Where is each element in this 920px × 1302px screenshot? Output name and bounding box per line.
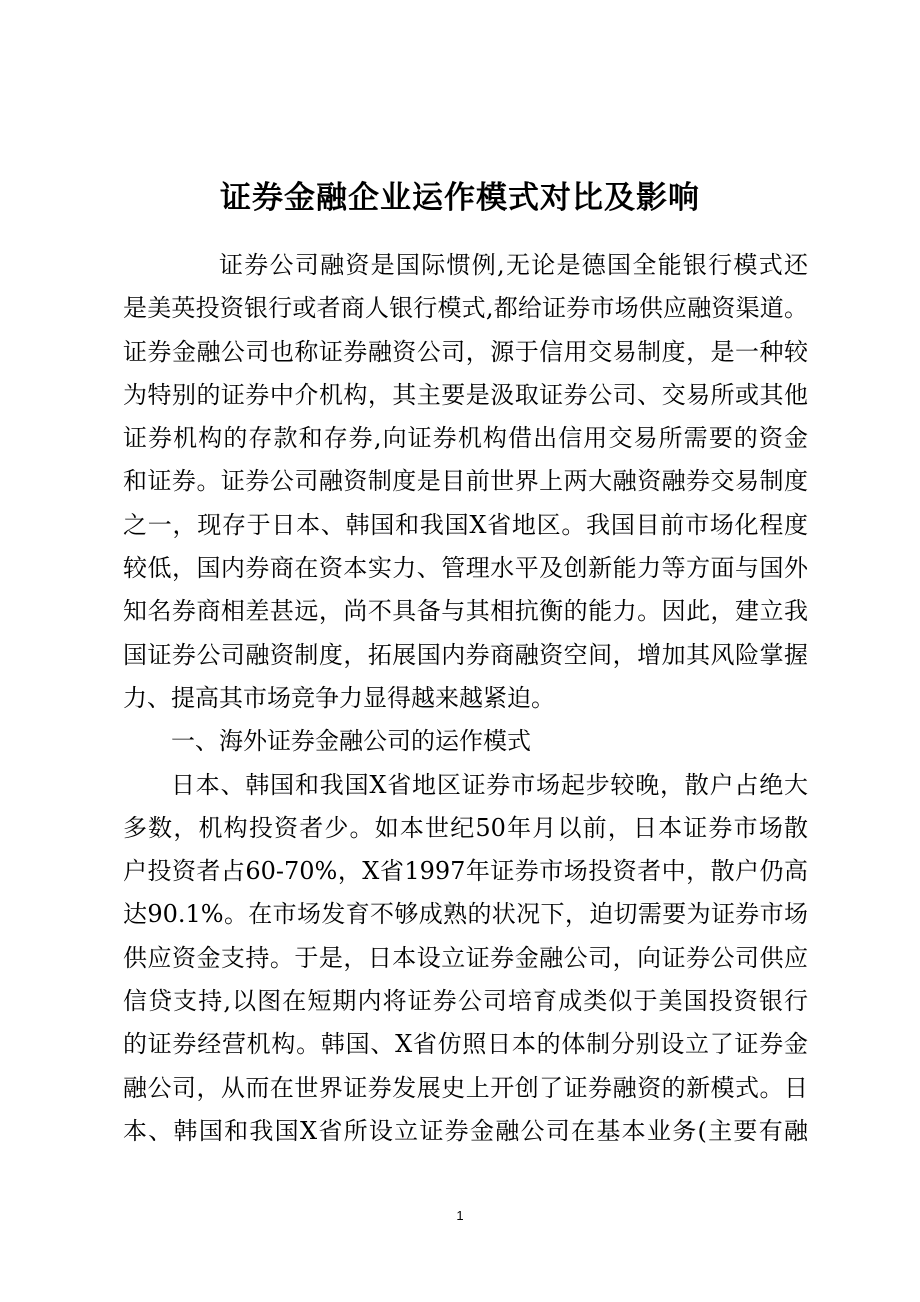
text-line: 多数，机构投资者少。如本世纪50年月以前，日本证券市场散 [123, 813, 808, 842]
page-number: 1 [456, 1208, 464, 1223]
text-line: 融公司，从而在世界证券发展史上开创了证券融资的新模式。日 [123, 1073, 808, 1102]
text-line: 证券金融公司也称证券融资公司，源于信用交易制度，是一种较 [123, 337, 808, 366]
text-line: 证券机构的存款和存券,向证券机构借出信用交易所需要的资金 [123, 424, 808, 453]
text-line: 供应资金支持。于是，日本设立证券金融公司，向证券公司供应 [123, 943, 808, 972]
text-line: 力、提高其市场竞争力显得越来越紧迫。 [123, 683, 555, 712]
text-line: 为特别的证券中介机构，其主要是汲取证券公司、交易所或其他 [123, 380, 808, 409]
text-line: 日本、韩国和我国X省地区证券市场起步较晚，散户占绝大 [171, 770, 808, 799]
text-line: 达90.1%。在市场发育不够成熟的状况下，迫切需要为证券市场 [123, 900, 808, 929]
text-line: 的证券经营机构。韩国、X省仿照日本的体制分别设立了证券金 [123, 1030, 808, 1059]
document-body [123, 244, 808, 1153]
text-line: 国证券公司融资制度，拓展国内券商融资空间，增加其风险掌握 [123, 640, 808, 669]
text-line: 信贷支持,以图在短期内将证券公司培育成类似于美国投资银行 [123, 987, 808, 1016]
text-line: 之一，现存于日本、韩国和我国X省地区。我国目前市场化程度 [123, 510, 808, 539]
text-line: 和证券。证券公司融资制度是目前世界上两大融资融券交易制度 [123, 467, 808, 496]
text-line: 本、韩国和我国X省所设立证券金融公司在基本业务(主要有融 [123, 1116, 808, 1145]
text-line: 户投资者占60-70%，X省1997年证券市场投资者中，散户仍高 [123, 857, 808, 886]
section-heading: 一、海外证券金融公司的运作模式 [171, 727, 531, 756]
document-title: 证券金融企业运作模式对比及影响 [220, 180, 700, 216]
text-line: 是美英投资银行或者商人银行模式,都给证券市场供应融资渠道。 [123, 294, 808, 323]
text-line: 知名券商相差甚远，尚不具备与其相抗衡的能力。因此，建立我 [123, 597, 808, 626]
text-line: 证券公司融资是国际惯例,无论是德国全能银行模式还 [219, 251, 808, 279]
text-line: 较低，国内券商在资本实力、管理水平及创新能力等方面与国外 [123, 554, 808, 583]
